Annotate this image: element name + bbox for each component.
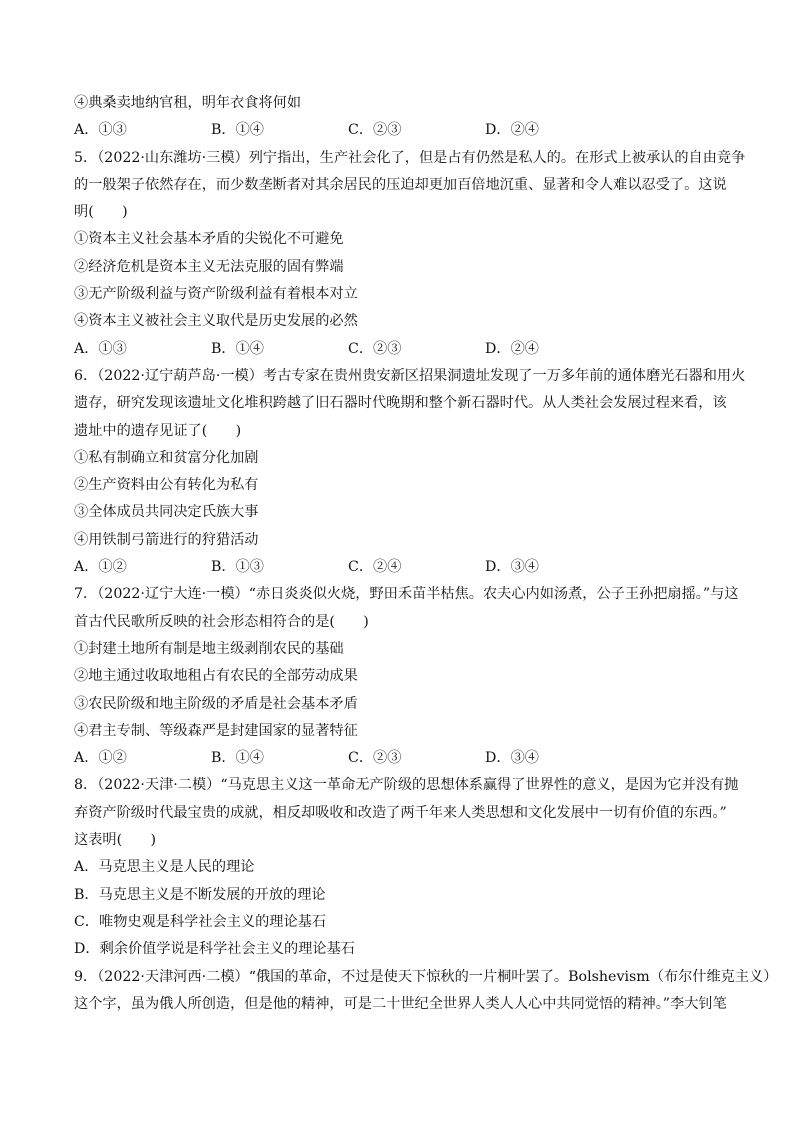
q5-stem-line-1: 5．（2022·山东潍坊·三模）列宁指出，生产社会化了，但是占有仍然是私人的。在形式上被承认的自由竞争 [74,149,746,166]
q7-options [74,745,724,772]
q5-option-c[interactable]: C．②③ [348,340,402,357]
q5-item-1: ①资本主义社会基本矛盾的尖锐化不可避免 [74,231,344,248]
q6-item-3: ③全体成员共同决定氏族大事 [74,504,259,521]
q7-item-2: ②地主通过收取地租占有农民的全部劳动成果 [74,668,358,685]
q6-item-2: ②生产资料由公有转化为私有 [74,477,259,494]
q6-options [74,554,724,581]
q7-item-3: ③农民阶级和地主阶级的矛盾是社会基本矛盾 [74,695,358,712]
q5-item-4: ④资本主义被社会主义取代是历史发展的必然 [74,313,358,330]
q9-stem-line-1: 9．（2022·天津河西·二模）“俄国的革命，不过是使天下惊秋的一片桐叶罢了。Bolshevism（布尔什维克主义） [74,968,778,985]
q8-choice-a[interactable]: A．马克思主义是人民的理论 [74,859,255,876]
q7-stem-line-1: 7．（2022·辽宁大连·一模）“赤日炎炎似火烧，野田禾苗半枯焦。农夫心内如汤煮，公子王孙把扇摇。”与这 [74,586,739,603]
q4-option-b[interactable]: B．①④ [211,122,264,139]
q7-option-b[interactable]: B．①④ [211,750,264,767]
exam-page [74,90,778,1018]
q8-choice-c[interactable]: C．唯物史观是科学社会主义的理论基石 [74,913,327,930]
q4-option-d[interactable]: D．②④ [485,122,539,139]
q5-stem-line-3: 明( ) [74,204,128,221]
q8-stem-line-2: 弃资产阶级时代最宝贵的成就，相反却吸收和改造了两千年来人类思想和文化发展中一切有价值的东西。” [74,804,727,821]
q4-options [74,117,724,144]
q7-stem-line-2: 首古代民歌所反映的社会形态相符合的是( ) [74,613,369,630]
q4-option-c[interactable]: C．②③ [348,122,402,139]
q8-stem-line-3: 这表明( ) [74,832,157,849]
q5-options [74,336,724,363]
q9-stem-line-2: 这个字，虽为俄人所创造，但是他的精神，可是二十世纪全世界人类人人心中共同觉悟的精神。”李大钊笔 [74,995,727,1012]
q7-option-a[interactable]: A．①② [74,750,127,767]
q8-choice-d[interactable]: D．剩余价值学说是科学社会主义的理论基石 [74,941,355,958]
q5-option-d[interactable]: D．②④ [485,340,539,357]
q5-option-a[interactable]: A．①③ [74,340,127,357]
q5-item-3: ③无产阶级利益与资产阶级利益有着根本对立 [74,286,358,303]
q8-stem-line-1: 8．（2022·天津·二模）“马克思主义这一革命无产阶级的思想体系赢得了世界性的意义，是因为它并没有抛 [74,777,739,794]
q6-option-c[interactable]: C．②④ [348,559,402,576]
q7-option-c[interactable]: C．②③ [348,750,402,767]
q8-choice-b[interactable]: B．马克思主义是不断发展的开放的理论 [74,886,326,903]
q6-option-a[interactable]: A．①② [74,559,127,576]
q6-item-4: ④用铁制弓箭进行的狩猎活动 [74,531,259,548]
q5-item-2: ②经济危机是资本主义无法克服的固有弊端 [74,258,344,275]
q6-option-b[interactable]: B．①③ [211,559,264,576]
q6-stem-line-1: 6．（2022·辽宁葫芦岛·一模）考古专家在贵州贵安新区招果洞遗址发现了一万多年前的通体磨光石器和用火 [74,367,746,384]
q7-option-d[interactable]: D．③④ [485,750,539,767]
q4-option-a[interactable]: A．①③ [74,122,127,139]
q7-item-1: ①封建土地所有制是地主级剥削农民的基础 [74,640,344,657]
q4-item-4: ④典桑卖地纳官租，明年衣食将何如 [74,95,302,111]
q6-item-1: ①私有制确立和贫富分化加剧 [74,449,259,466]
q6-stem-line-2: 遗存，研究发现该遗址文化堆积跨越了旧石器时代晚期和整个新石器时代。从人类社会发展过程来看，该 [74,395,727,412]
q7-item-4: ④君主专制、等级森严是封建国家的显著特征 [74,722,358,739]
q5-option-b[interactable]: B．①④ [211,340,264,357]
q6-option-d[interactable]: D．③④ [485,559,539,576]
q6-stem-line-3: 遗址中的遗存见证了( ) [74,422,242,439]
q5-stem-line-2: 的一般架子依然存在，而少数垄断者对其余居民的压迫却更加百倍地沉重、显著和令人难以忍受了。这说 [74,176,727,193]
